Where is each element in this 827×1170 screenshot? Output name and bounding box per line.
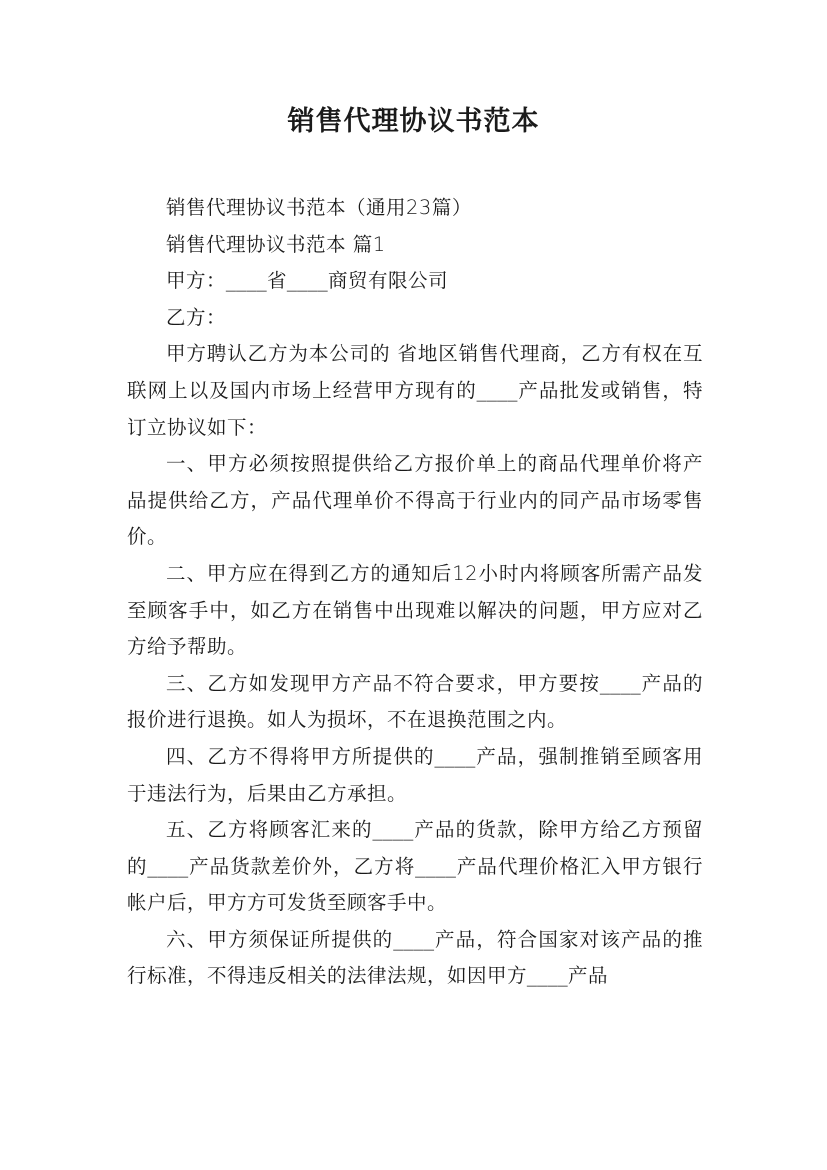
paragraph-subtitle: 销售代理协议书范本（通用23篇） bbox=[166, 196, 472, 219]
paragraph-clause-5: 五、乙方将顾客汇来的____产品的货款，除甲方给乙方预留的____产品货款差价外，乙方将____产品代理价格汇入甲方银行帐户后，甲方方可发货至顾客手中。 bbox=[127, 818, 703, 915]
paragraph-clause-2: 二、甲方应在得到乙方的通知后12小时内将顾客所需产品发至顾客手中，如乙方在销售中出现难以解决的问题，甲方应对乙方给予帮助。 bbox=[127, 561, 703, 659]
paragraph-party-b: 乙方： bbox=[166, 305, 227, 329]
paragraph-section-heading: 销售代理协议书范本 篇1 bbox=[166, 232, 386, 256]
paragraph-clause-3: 三、乙方如发现甲方产品不符合要求，甲方要按____产品的报价进行退换。如人为损坏，不在退换范围之内。 bbox=[127, 671, 703, 732]
document-title: 销售代理协议书范本 bbox=[287, 106, 540, 137]
paragraph-party-a: 甲方：____省____商贸有限公司 bbox=[166, 269, 449, 293]
paragraph-clause-6: 六、甲方须保证所提供的____产品，符合国家对该产品的推行标准，不得违反相关的法律法规，如因甲方____产品 bbox=[127, 927, 703, 988]
document-body bbox=[127, 190, 703, 995]
paragraph-preamble: 甲方聘认乙方为本公司的 省地区销售代理商，乙方有权在互联网上以及国内市场上经营甲方现有的____产品批发或销售，特订立协议如下： bbox=[127, 342, 703, 439]
paragraph-clause-1: 一、甲方必须按照提供给乙方报价单上的商品代理单价将产品提供给乙方，产品代理单价不得高于行业内的同产品市场零售价。 bbox=[127, 452, 703, 549]
paragraph-clause-4: 四、乙方不得将甲方所提供的____产品，强制推销至顾客用于违法行为，后果由乙方承担。 bbox=[127, 744, 703, 805]
